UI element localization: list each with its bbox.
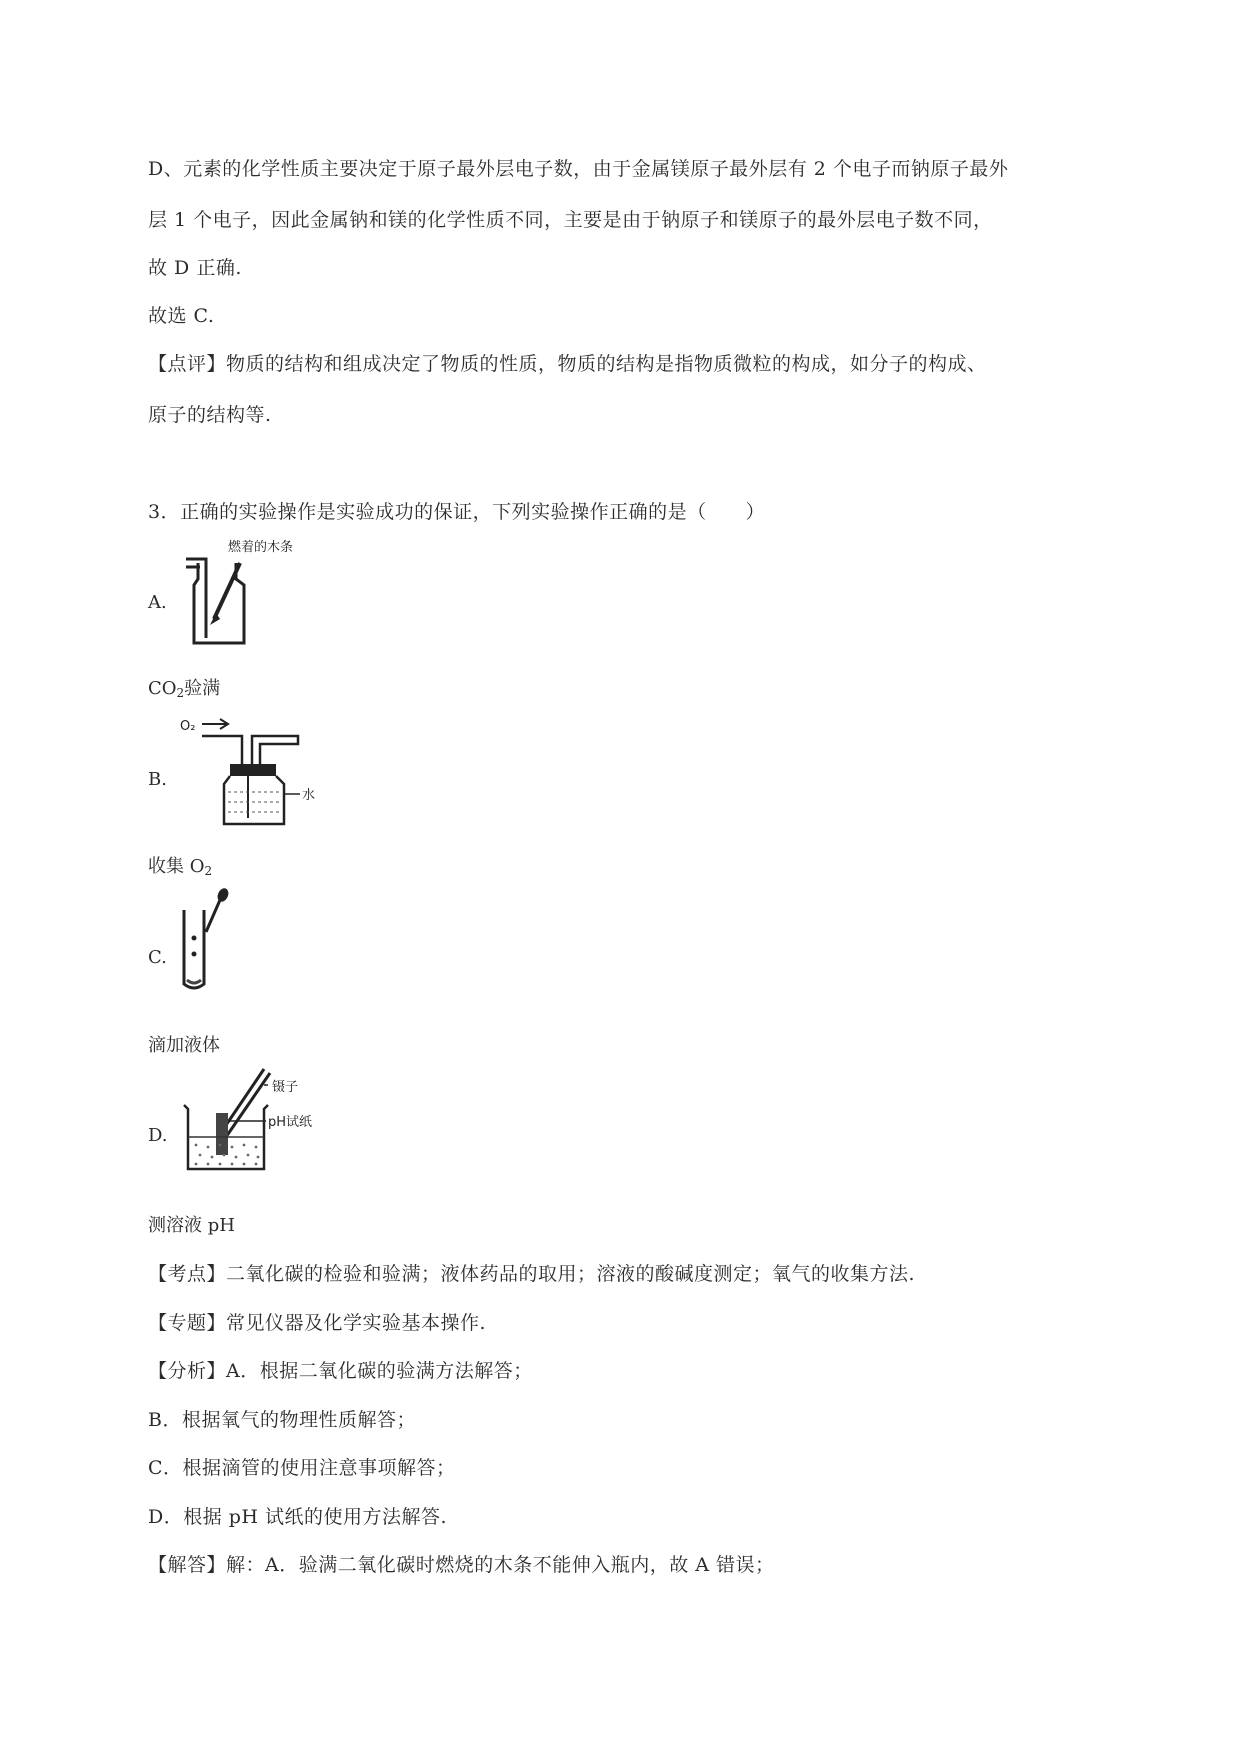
option-a-label: A. <box>148 592 167 613</box>
option-b-figure-o2: O₂ <box>180 719 196 734</box>
fenxi-c-line: C．根据滴管的使用注意事项解答； <box>148 1457 456 1479</box>
option-c-label: C. <box>148 947 167 968</box>
option-c-caption: 滴加液体 <box>148 1035 220 1056</box>
option-b-figure <box>180 714 330 826</box>
comment-line-2: 原子的结构等. <box>148 404 272 426</box>
comment-line-1: 【点评】物质的结构和组成决定了物质的性质，物质的结构是指物质微粒的构成，如分子的构成、 <box>148 353 987 375</box>
kaodian-line: 【考点】二氧化碳的检验和验满；液体药品的取用；溶液的酸碱度测定；氧气的收集方法. <box>148 1263 916 1285</box>
option-a-caption: $CO_2$验满 <box>148 678 221 700</box>
fenxi-d-line: D．根据 pH 试纸的使用方法解答. <box>148 1506 448 1528</box>
fenxi-b-line: B．根据氧气的物理性质解答； <box>148 1409 416 1431</box>
option-d-figure-ph-paper: pH试纸 <box>268 1115 313 1130</box>
fenxi-line: 【分析】A．根据二氧化碳的验满方法解答； <box>148 1360 533 1382</box>
option-b-caption: 收集 $O_2$ <box>148 856 213 878</box>
option-d-figure-tweezers: 镊子 <box>272 1080 299 1095</box>
option-a-figure-label: 燃着的木条 <box>228 540 294 555</box>
explanation-d-line-1: D、元素的化学性质主要决定于原子最外层电子数，由于金属镁原子最外层有 2 个电子而钠原子最外 <box>148 158 1009 180</box>
jieda-line: 【解答】解：A．验满二氧化碳时燃烧的木条不能伸入瓶内，故 A 错误； <box>148 1554 775 1576</box>
option-d-label: D. <box>148 1125 168 1146</box>
answer-line: 故选 C. <box>148 305 215 327</box>
option-a-figure <box>180 533 312 653</box>
option-b-label: B. <box>148 769 167 790</box>
question-3: 3．正确的实验操作是实验成功的保证，下列实验操作正确的是（ ） <box>148 501 766 523</box>
explanation-d-line-2: 层 1 个电子，因此金属钠和镁的化学性质不同，主要是由于钠原子和镁原子的最外层电子数不同， <box>148 209 993 231</box>
option-b-figure-water: 水 <box>302 788 316 803</box>
option-d-figure <box>180 1065 330 1175</box>
zhuanti-line: 【专题】常见仪器及化学实验基本操作. <box>148 1312 487 1334</box>
option-c-figure <box>180 888 230 994</box>
option-d-caption: 测溶液 pH <box>148 1215 235 1236</box>
explanation-d-line-3: 故 D 正确. <box>148 257 242 279</box>
